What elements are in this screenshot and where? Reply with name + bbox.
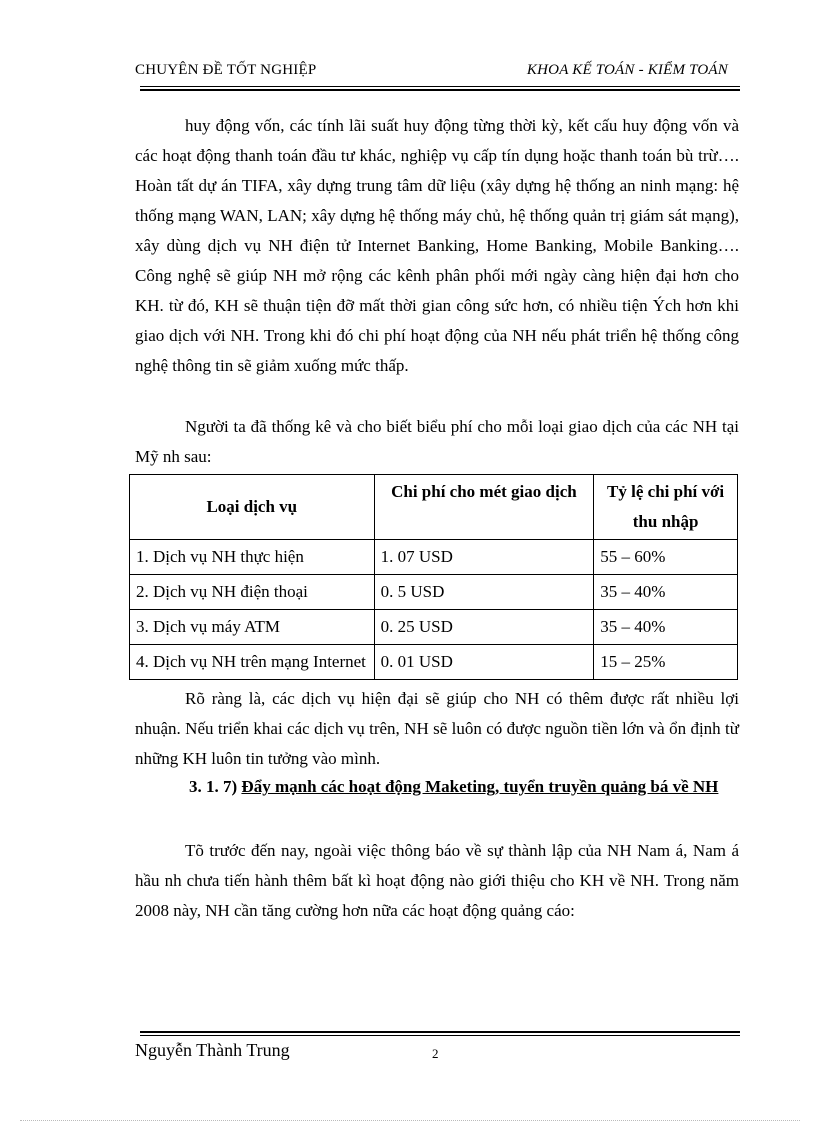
header-rule-top [140,86,740,87]
footer-rule-top [140,1031,740,1033]
section-title: Đẩy mạnh các hoạt động Maketing, tuyển truyền quảng bá về NH [241,777,719,796]
section-heading [135,772,739,802]
page-edge-dots [20,1120,800,1121]
paragraph-3-text: Rõ ràng là, các dịch vụ hiện đại sẽ giúp cho NH có thêm được rất nhiều lợi nhuận. Nếu triển khai các dịch vụ trên, NH sẽ luôn có được nguồn tiền lớn và ổn định từ những KH luôn tin tưởng vào mình. [135,689,739,768]
cell-cost: 0. 25 USD [374,610,594,645]
paragraph-marketing [135,836,739,926]
cell-cost: 0. 5 USD [374,575,594,610]
paragraph-2-text: Người ta đã thống kê và cho biết biểu phí cho mỗi loại giao dịch của các NH tại Mỹ nh sau: [135,417,739,466]
table-row [130,575,738,610]
paragraph-technology [135,111,739,381]
cell-cost: 0. 01 USD [374,645,594,680]
table-row [130,540,738,575]
footer-rule-bottom [140,1035,740,1036]
fee-table [129,474,738,680]
header-left-title: CHUYÊN ĐỀ TỐT NGHIỆP [135,62,317,78]
paragraph-fee-intro [135,412,739,472]
cell-service: 3. Dịch vụ máy ATM [130,610,375,645]
cell-cost: 1. 07 USD [374,540,594,575]
header-cost-per-transaction: Chi phí cho mét giao dịch [374,475,594,540]
table-row [130,645,738,680]
header-cost-income-ratio: Tỷ lệ chi phí với thu nhập [594,475,738,540]
section-number: 3. 1. 7) [189,777,238,796]
header-service-type: Loại dịch vụ [130,475,375,540]
paragraph-conclusion [135,684,739,774]
cell-ratio: 35 – 40% [594,575,738,610]
cell-service: 1. Dịch vụ NH thực hiện [130,540,375,575]
cell-service: 2. Dịch vụ NH điện thoại [130,575,375,610]
cell-ratio: 15 – 25% [594,645,738,680]
table-row [130,610,738,645]
page-number: 2 [432,1046,439,1061]
cell-service: 4. Dịch vụ NH trên mạng Internet [130,645,375,680]
footer-author: Nguyễn Thành Trung [135,1040,290,1060]
header-rule-bottom [140,89,740,91]
paragraph-4-text: Tõ trước đến nay, ngoài việc thông báo về sự thành lập của NH Nam á, Nam á hầu nh chưa tiến hành thêm bất kì hoạt động nào giới thiệu cho KH về NH. Trong năm 2008 này, NH cần tăng cường hơn nữa các hoạt động quảng cáo: [135,841,739,920]
table-header-row [130,475,738,540]
cell-ratio: 55 – 60% [594,540,738,575]
cell-ratio: 35 – 40% [594,610,738,645]
header-right-title: KHOA KẾ TOÁN - KIỂM TOÁN [526,62,728,78]
paragraph-1-text: huy động vốn, các tính lãi suất huy động từng thời kỳ, kết cấu huy động vốn và các hoạt động thanh toán đầu tư khác, nghiệp vụ cấp tín dụng hoặc thanh toán bù trừ…. Hoàn tất dự án TIFA, xây dựng trung tâm dữ liệu (xây dựng hệ thống an ninh mạng: hệ thống mạng WAN, LAN; xây dựng hệ thống máy chủ, hệ thống quản trị giám sát mạng), xây dùng dịch vụ NH điện tử Internet Banking, Home Banking, Mobile Banking…. Công nghệ sẽ giúp NH mở rộng các kênh phân phối mới ngày càng hiện đại hơn cho KH. từ đó, KH sẽ thuận tiện đỡ mất thời gian công sức hơn, có nhiều tiện Ých hơn khi giao dịch với NH. Trong khi đó chi phí hoạt động của NH nếu phát triển hệ thống công nghệ thông tin sẽ giảm xuống mức thấp. [135,116,739,375]
